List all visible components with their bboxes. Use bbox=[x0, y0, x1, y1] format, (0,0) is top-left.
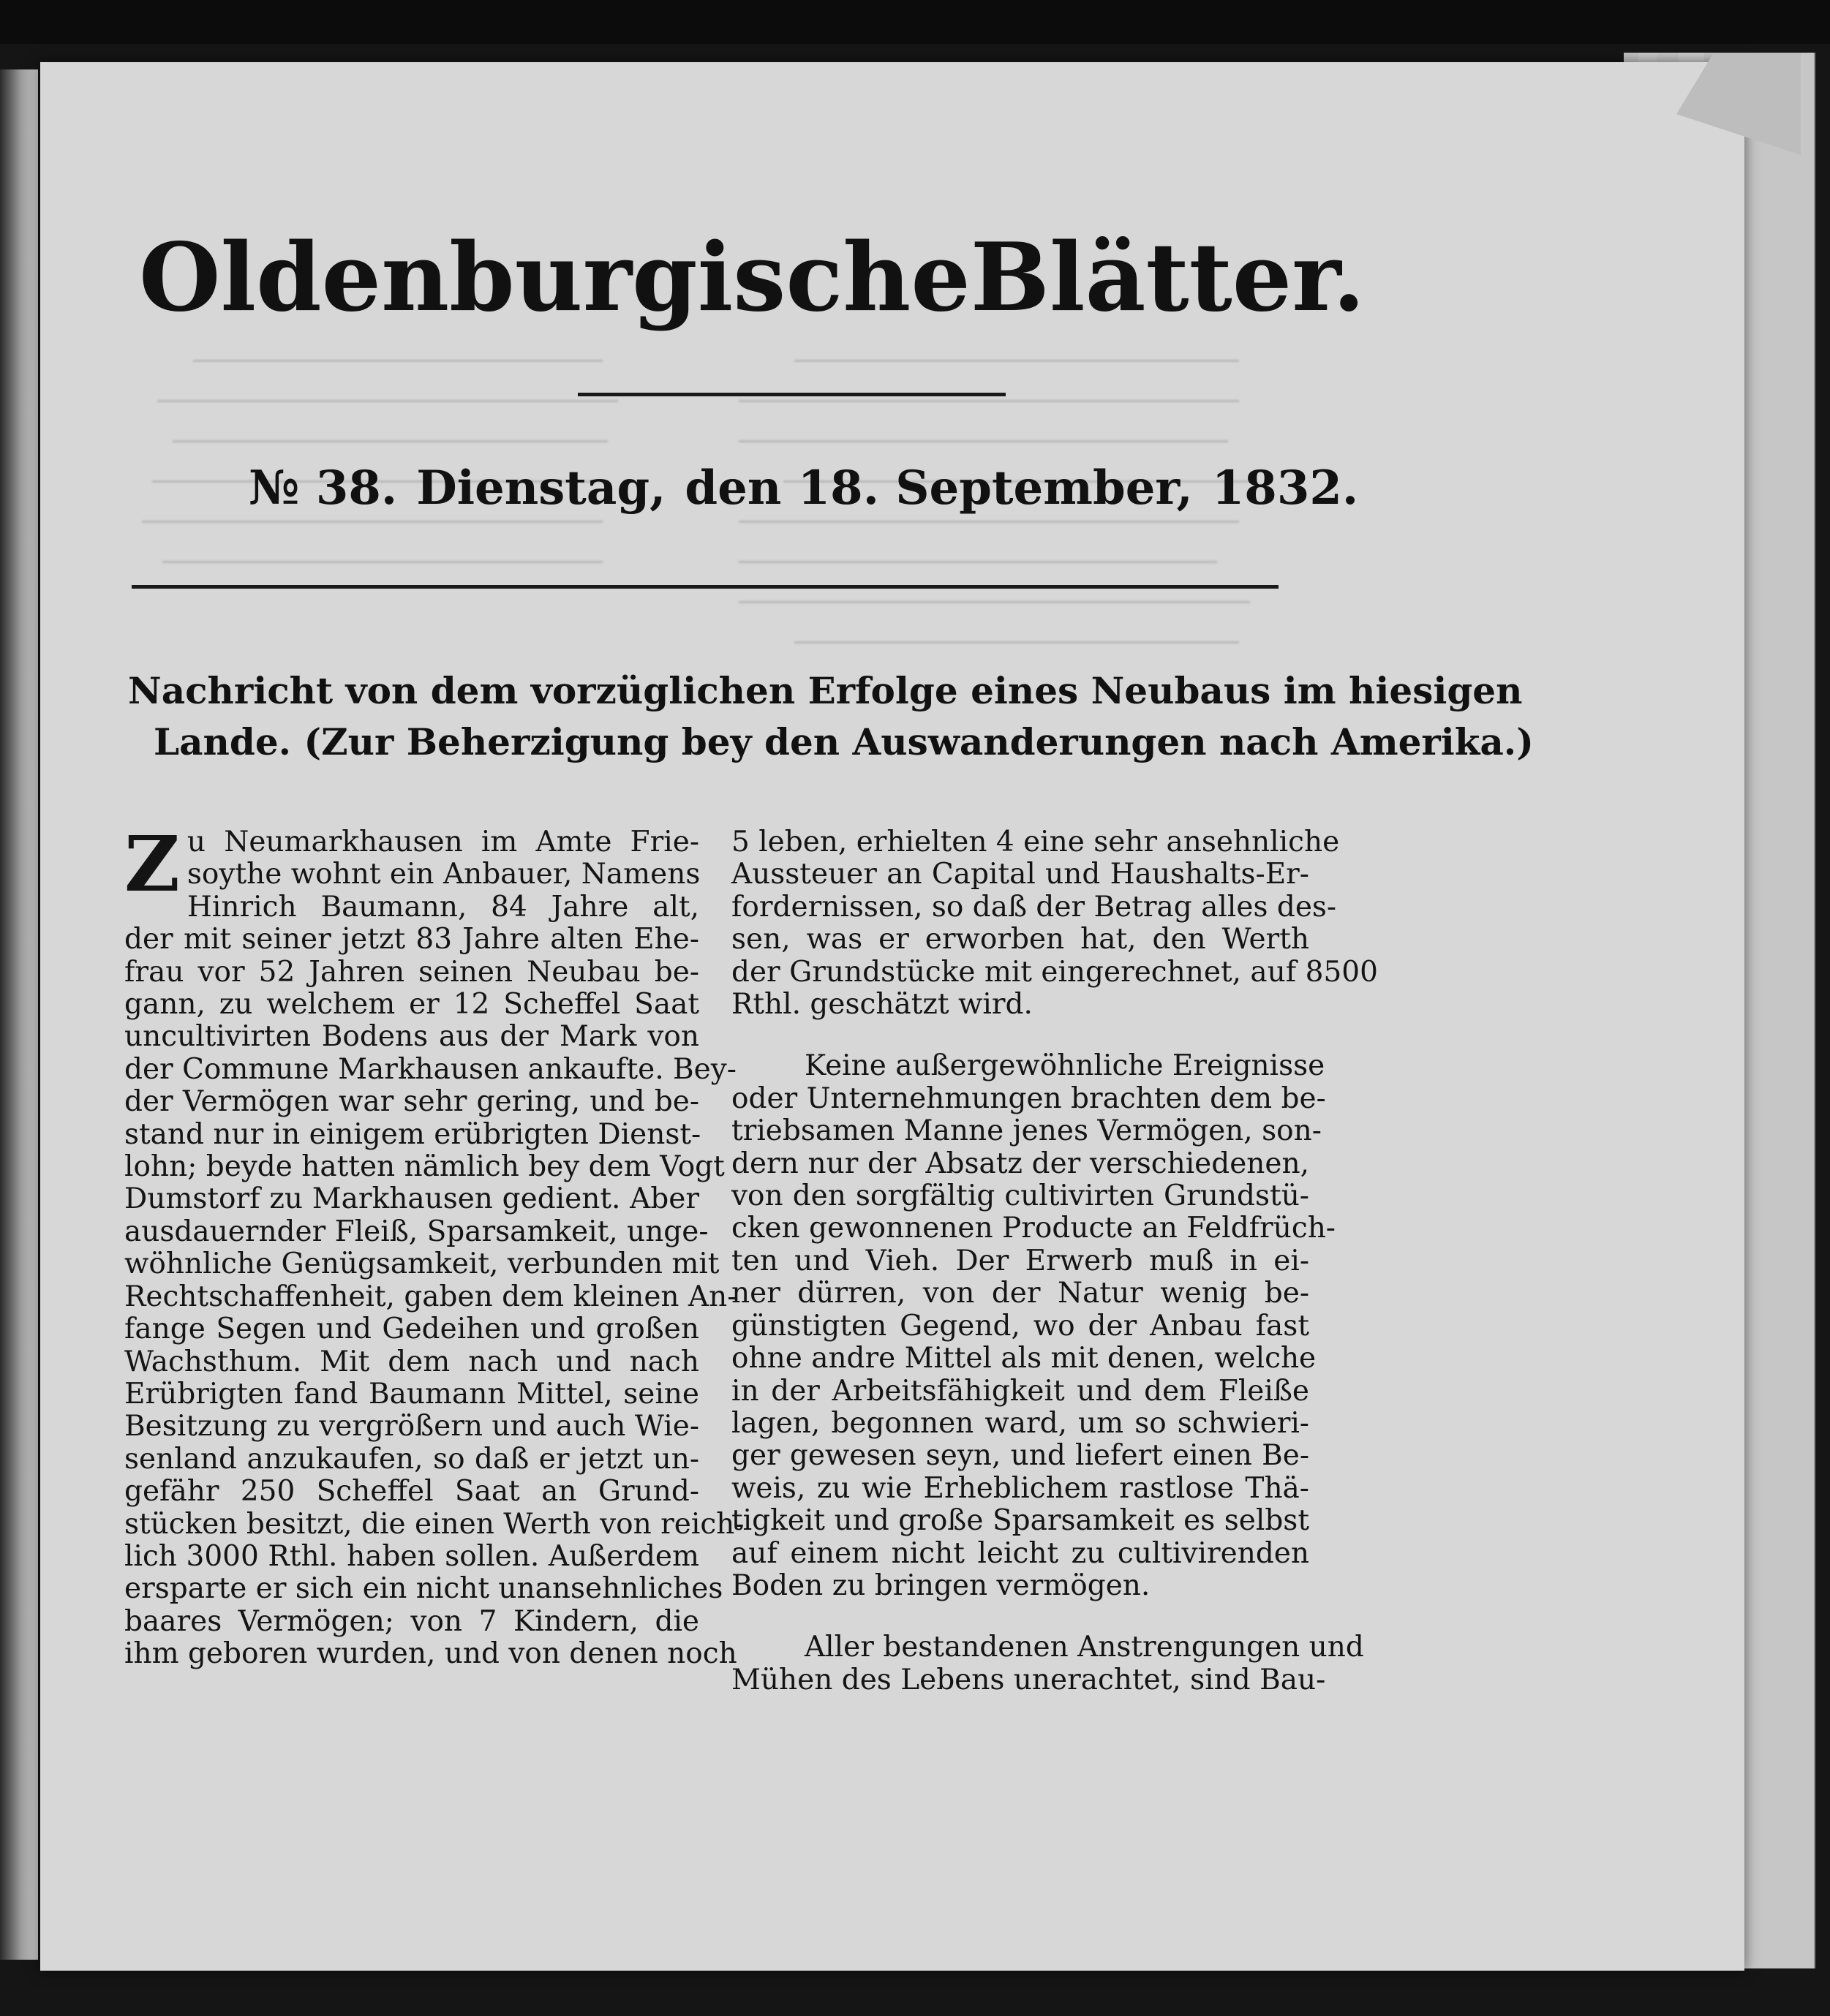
article-right-column bbox=[731, 826, 1378, 1696]
text-line: ersparte er sich ein nicht unansehnliches bbox=[124, 1572, 723, 1606]
text-line: lohn; beyde hatten nämlich bey dem Vogt bbox=[124, 1150, 725, 1184]
issue-weekday: Dienstag, bbox=[416, 461, 666, 516]
text-line: Mühen des Lebens unerachtet, sind Bau- bbox=[731, 1663, 1326, 1696]
issue-date: den 18. September, bbox=[685, 461, 1193, 516]
masthead-word-blaetter: Blätter. bbox=[970, 223, 1366, 333]
text-line: auf einem nicht leicht zu cultivirenden bbox=[731, 1536, 1309, 1570]
article-left-column bbox=[124, 819, 745, 1671]
text-line: cken gewonnenen Producte an Feldfrüch- bbox=[731, 1212, 1336, 1245]
text-line: Aussteuer an Capital und Haushalts-Er- bbox=[731, 858, 1309, 891]
text-line: Rechtschaffenheit, gaben dem kleinen An- bbox=[124, 1280, 737, 1313]
text-line: der Commune Markhausen ankaufte. Bey- bbox=[124, 1052, 737, 1086]
right-paragraph-2 bbox=[731, 1049, 1336, 1602]
text-line: ihm geboren wurden, und von denen noch bbox=[124, 1637, 737, 1671]
right-paragraph-1 bbox=[731, 826, 1378, 1022]
text-line: Boden zu bringen vermögen. bbox=[731, 1568, 1151, 1602]
short-rule bbox=[578, 393, 1006, 396]
text-line: der Vermögen war sehr gering, und be- bbox=[124, 1085, 699, 1119]
long-rule bbox=[132, 585, 1279, 589]
text-line: ger gewesen seyn, und liefert einen Be- bbox=[731, 1439, 1309, 1473]
text-line: baares Vermögen; von 7 Kindern, die bbox=[124, 1604, 699, 1638]
drop-cap: Z bbox=[124, 819, 180, 909]
text-line: u Neumarkhausen im Amte Frie- bbox=[187, 826, 699, 858]
text-line: dern nur der Absatz der verschiedenen, bbox=[731, 1147, 1309, 1180]
text-line: senland anzukaufen, so daß er jetzt un- bbox=[124, 1442, 699, 1476]
newspaper-masthead bbox=[139, 219, 1366, 336]
text-line: der Grundstücke mit eingerechnet, auf 8500 bbox=[731, 955, 1378, 989]
text-line: ten und Vieh. Der Erwerb muß in ei- bbox=[731, 1244, 1309, 1277]
text-line: Dumstorf zu Markhausen gedient. Aber bbox=[124, 1182, 699, 1216]
issue-number: № 38. bbox=[249, 461, 398, 516]
left-column-lines bbox=[124, 819, 745, 1671]
text-line: stand nur in einigem erübrigten Dienst- bbox=[124, 1117, 701, 1151]
text-line: weis, zu wie Erheblichem rastlose Thä- bbox=[731, 1471, 1309, 1505]
text-line: lagen, begonnen ward, um so schwieri- bbox=[731, 1406, 1309, 1440]
text-line: Hinrich Baumann, 84 Jahre alt, bbox=[187, 890, 699, 924]
text-line: von den sorgfältig cultivirten Grundstü- bbox=[731, 1179, 1309, 1213]
text-line: fordernissen, so daß der Betrag alles des- bbox=[731, 890, 1337, 924]
left-page-edge bbox=[0, 69, 38, 1960]
text-line: gann, zu welchem er 12 Scheffel Saat bbox=[124, 988, 699, 1022]
text-line: soythe wohnt ein Anbauer, Namens bbox=[187, 858, 701, 891]
article-headline bbox=[128, 665, 1534, 768]
text-line: wöhnliche Genügsamkeit, verbunden mit bbox=[124, 1247, 720, 1281]
text-line: Aller bestandenen Anstrengungen und bbox=[805, 1631, 1364, 1664]
text-line: Rthl. geschätzt wird. bbox=[731, 988, 1033, 1022]
text-line: in der Arbeitsfähigkeit und dem Fleiße bbox=[731, 1374, 1309, 1408]
headline-line-2: Lande. (Zur Beherzigung bey den Auswanderungen nach Amerika.) bbox=[154, 720, 1534, 763]
text-line: sen, was er erworben hat, den Werth bbox=[731, 923, 1309, 956]
text-line: der mit seiner jetzt 83 Jahre alten Ehe- bbox=[124, 923, 699, 956]
text-line: Wachsthum. Mit dem nach und nach bbox=[124, 1345, 699, 1378]
issue-line bbox=[249, 452, 1359, 525]
text-line: ausdauernder Fleiß, Sparsamkeit, unge- bbox=[124, 1215, 709, 1248]
text-line: fange Segen und Gedeihen und großen bbox=[124, 1313, 699, 1346]
text-line: stücken besitzt, die einen Werth von reich- bbox=[124, 1507, 745, 1541]
text-line: 5 leben, erhielten 4 eine sehr ansehnliche bbox=[731, 826, 1340, 858]
text-line: frau vor 52 Jahren seinen Neubau be- bbox=[124, 955, 699, 989]
headline-line-1: Nachricht von dem vorzüglichen Erfolge eines Neubaus im hiesigen bbox=[128, 669, 1523, 712]
text-line: tigkeit und große Sparsamkeit es selbst bbox=[731, 1504, 1309, 1538]
text-line: Erübrigten fand Baumann Mittel, seine bbox=[124, 1377, 699, 1411]
text-line: Besitzung zu vergrößern und auch Wie- bbox=[124, 1410, 699, 1443]
text-line: oder Unternehmungen brachten dem be- bbox=[731, 1081, 1326, 1115]
text-line: ohne andre Mittel als mit denen, welche bbox=[731, 1342, 1317, 1375]
text-line: ner dürren, von der Natur wenig be- bbox=[731, 1277, 1309, 1310]
masthead-word-oldenburgische: Oldenburgische bbox=[139, 223, 971, 333]
text-line: uncultivirten Bodens aus der Mark von bbox=[124, 1020, 699, 1054]
issue-year: 1832. bbox=[1211, 461, 1359, 516]
right-paragraph-3 bbox=[731, 1631, 1364, 1696]
scan-background bbox=[0, 0, 1830, 44]
text-line: günstigten Gegend, wo der Anbau fast bbox=[731, 1309, 1309, 1343]
text-line: gefähr 250 Scheffel Saat an Grund- bbox=[124, 1475, 699, 1509]
text-line: Keine außergewöhnliche Ereignisse bbox=[805, 1049, 1325, 1083]
text-line: triebsamen Manne jenes Vermögen, son- bbox=[731, 1114, 1322, 1148]
text-line: lich 3000 Rthl. haben sollen. Außerdem bbox=[124, 1539, 699, 1573]
